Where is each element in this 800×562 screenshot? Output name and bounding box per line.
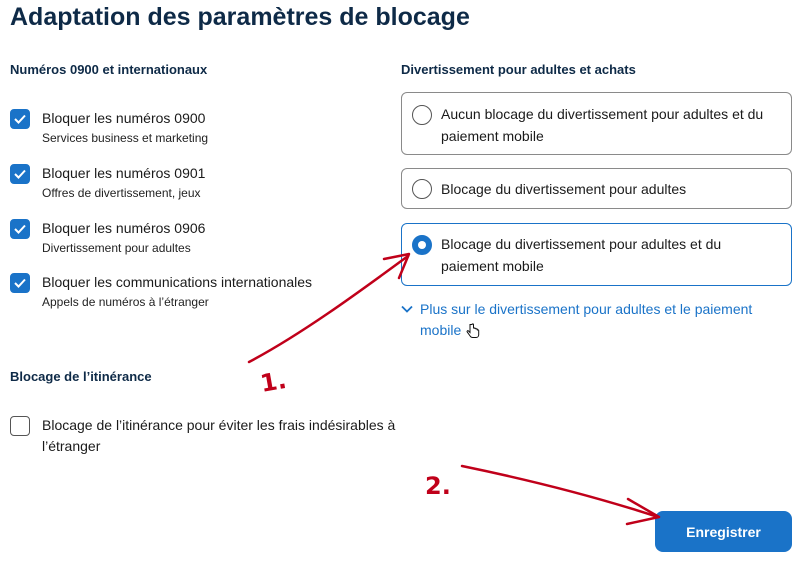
block-international-sub: Appels de numéros à l’étranger bbox=[42, 295, 209, 309]
adult-section-title: Divertissement pour adultes et achats bbox=[401, 62, 636, 77]
block-0900-sub: Services business et marketing bbox=[42, 131, 209, 145]
annotation-arrow-2 bbox=[462, 466, 658, 517]
numbers-section-title: Numéros 0900 et internationaux bbox=[10, 62, 208, 77]
radio-no-block-label: Aucun blocage du divertissement pour adultes et du paiement mobile bbox=[441, 106, 764, 144]
save-button[interactable]: Enregistrer bbox=[655, 511, 792, 552]
block-0906-label: Bloquer les numéros 0906 bbox=[42, 220, 206, 236]
more-info-link[interactable] bbox=[401, 299, 796, 341]
checkbox-0900[interactable] bbox=[10, 109, 30, 129]
block-0906-option[interactable] bbox=[10, 218, 205, 257]
hand-pointer-icon bbox=[465, 323, 481, 340]
roaming-section-title: Blocage de l’itinérance bbox=[10, 369, 152, 384]
check-icon bbox=[14, 278, 26, 288]
annotation-step-2: 2. bbox=[425, 472, 451, 500]
more-info-link-text[interactable]: Plus sur le divertissement pour adultes et le paiement mobile bbox=[420, 301, 753, 338]
block-0901-option[interactable] bbox=[10, 163, 205, 202]
radio-adult-and-payment-label: Blocage du divertissement pour adultes et du paiement mobile bbox=[441, 236, 722, 274]
annotation-step-1: 1. bbox=[258, 365, 289, 398]
block-0900-option[interactable] bbox=[10, 108, 208, 147]
radio-adult-only-label: Blocage du divertissement pour adultes bbox=[441, 181, 687, 197]
radio-option-adult-and-payment[interactable] bbox=[401, 223, 792, 286]
page-title: Adaptation des paramètres de blocage bbox=[10, 3, 470, 31]
check-icon bbox=[14, 224, 26, 234]
chevron-down-icon bbox=[401, 305, 413, 313]
roaming-block-option[interactable] bbox=[10, 415, 402, 457]
check-icon bbox=[14, 114, 26, 124]
radio-no-block[interactable] bbox=[412, 105, 432, 125]
roaming-block-label: Blocage de l’itinérance pour éviter les frais indésirables à l’étranger bbox=[42, 417, 396, 454]
radio-adult-and-payment[interactable] bbox=[412, 235, 432, 255]
block-0901-label: Bloquer les numéros 0901 bbox=[42, 165, 206, 181]
check-icon bbox=[14, 169, 26, 179]
block-0900-label: Bloquer les numéros 0900 bbox=[42, 110, 206, 126]
block-0906-sub: Divertissement pour adultes bbox=[42, 241, 191, 255]
block-0901-sub: Offres de divertissement, jeux bbox=[42, 186, 201, 200]
checkbox-international[interactable] bbox=[10, 273, 30, 293]
radio-option-adult-only[interactable] bbox=[401, 168, 792, 209]
checkbox-0906[interactable] bbox=[10, 219, 30, 239]
block-international-option[interactable] bbox=[10, 272, 312, 311]
block-international-label: Bloquer les communications internationales bbox=[42, 274, 313, 290]
radio-option-no-block[interactable] bbox=[401, 92, 792, 155]
checkbox-roaming[interactable] bbox=[10, 416, 30, 436]
radio-adult-only[interactable] bbox=[412, 179, 432, 199]
checkbox-0901[interactable] bbox=[10, 164, 30, 184]
